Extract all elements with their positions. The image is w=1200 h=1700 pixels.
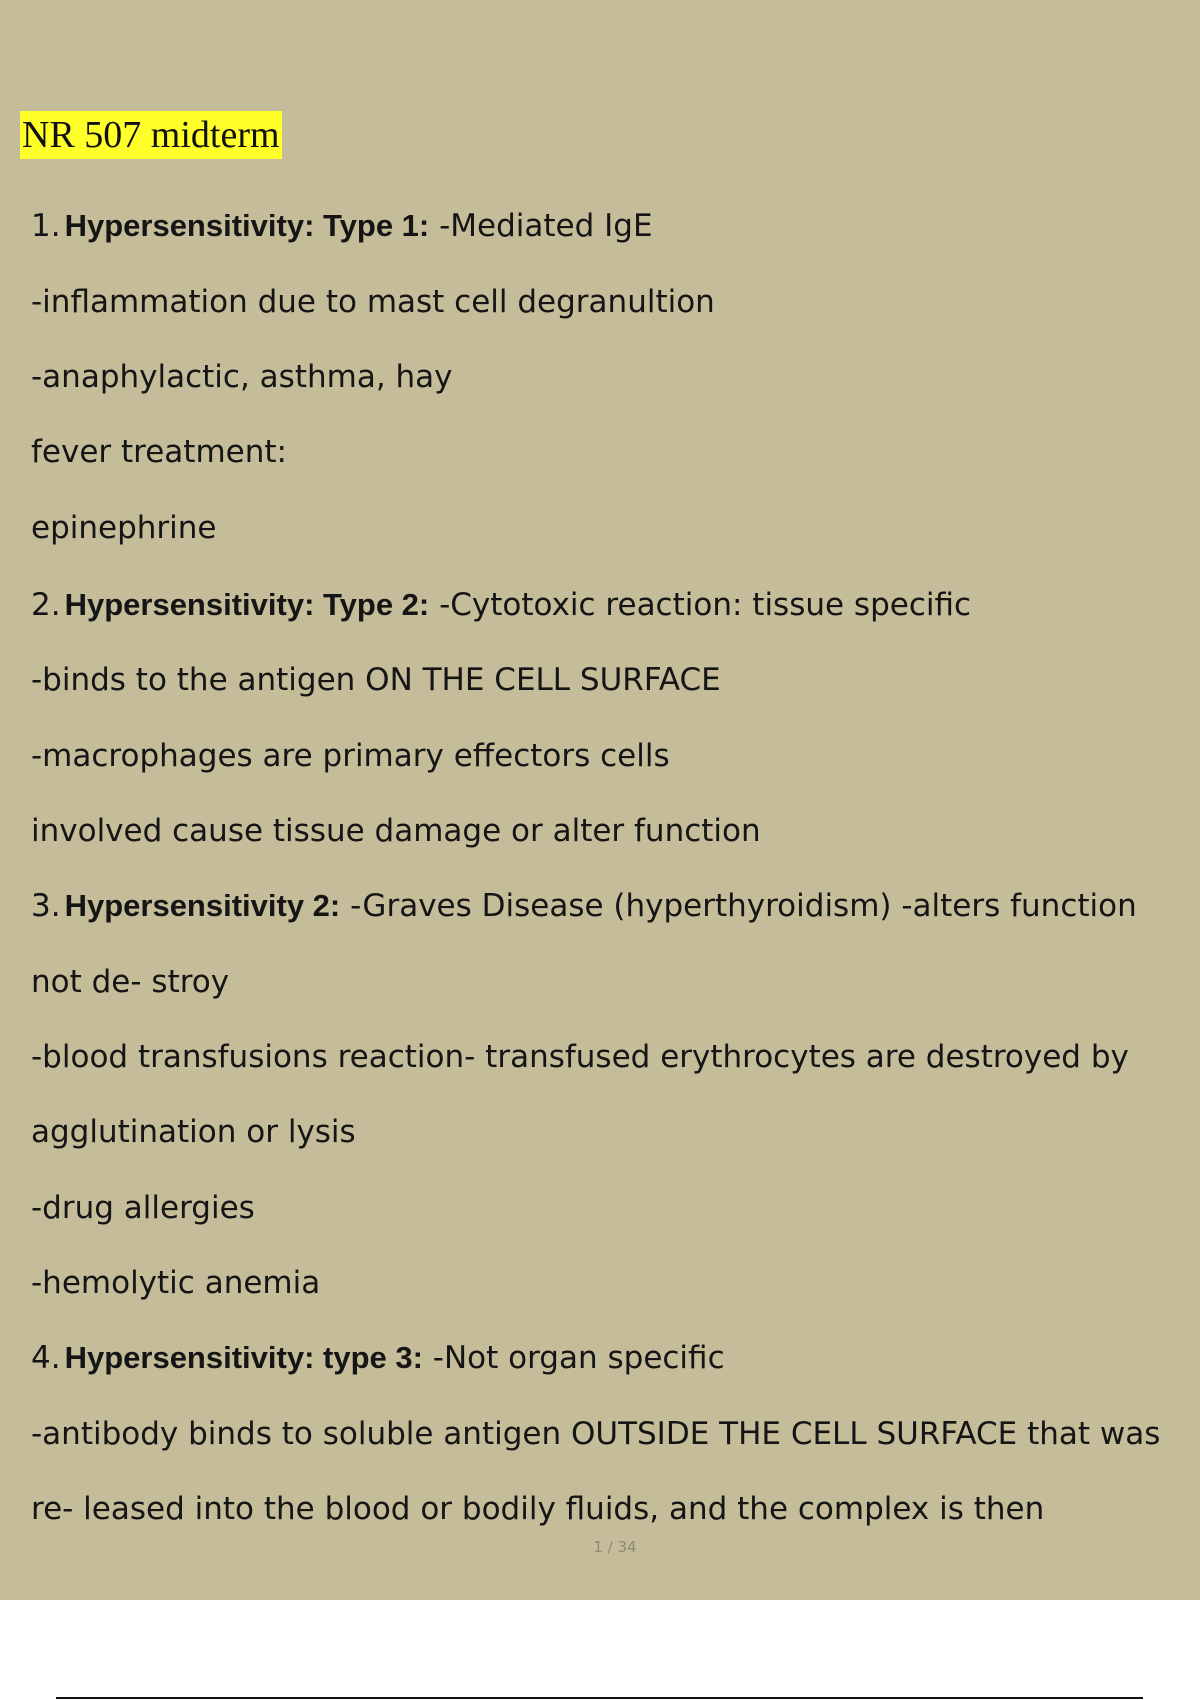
item-line: -blood transfusions reaction- transfused erythrocytes are destroyed by bbox=[31, 1039, 1129, 1075]
item-line: fever treatment: bbox=[31, 434, 287, 470]
item-number: 3. bbox=[31, 888, 61, 924]
item-line: -antibody binds to soluble antigen OUTSIDE THE CELL SURFACE that was bbox=[31, 1416, 1161, 1452]
page-divider bbox=[56, 1697, 1143, 1699]
item-term: Hypersensitivity: type 3: bbox=[64, 1340, 423, 1375]
item-definition: -Graves Disease (hyperthyroidism) -alters function bbox=[340, 888, 1137, 924]
item-definition: -Mediated IgE bbox=[429, 208, 653, 244]
item-heading bbox=[31, 206, 653, 246]
item-line: epinephrine bbox=[31, 510, 217, 546]
item-definition: -Cytotoxic reaction: tissue specific bbox=[429, 587, 972, 623]
item-term: Hypersensitivity: Type 2: bbox=[64, 587, 430, 622]
item-heading bbox=[31, 585, 971, 625]
item-line: -inflammation due to mast cell degranultion bbox=[31, 284, 715, 320]
item-number: 4. bbox=[31, 1340, 61, 1376]
item-line: agglutination or lysis bbox=[31, 1114, 356, 1150]
item-line: -macrophages are primary effectors cells bbox=[31, 738, 670, 774]
item-definition: -Not organ specific bbox=[422, 1340, 725, 1376]
item-term: Hypersensitivity 2: bbox=[64, 888, 341, 923]
item-line: -anaphylactic, asthma, hay bbox=[31, 359, 453, 395]
item-number: 2. bbox=[31, 587, 61, 623]
item-line: involved cause tissue damage or alter function bbox=[31, 813, 761, 849]
item-heading bbox=[31, 1338, 725, 1378]
item-number: 1. bbox=[31, 208, 61, 244]
item-line: -binds to the antigen ON THE CELL SURFACE bbox=[31, 662, 721, 698]
item-line: -hemolytic anemia bbox=[31, 1265, 321, 1301]
item-heading bbox=[31, 886, 1137, 926]
document-title: NR 507 midterm bbox=[20, 111, 282, 159]
item-line: not de- stroy bbox=[31, 964, 230, 1000]
page-number: 1 / 34 bbox=[593, 1538, 637, 1556]
item-term: Hypersensitivity: Type 1: bbox=[64, 208, 430, 243]
item-line: -drug allergies bbox=[31, 1190, 255, 1226]
item-line: re- leased into the blood or bodily fluids, and the complex is then bbox=[31, 1491, 1045, 1527]
